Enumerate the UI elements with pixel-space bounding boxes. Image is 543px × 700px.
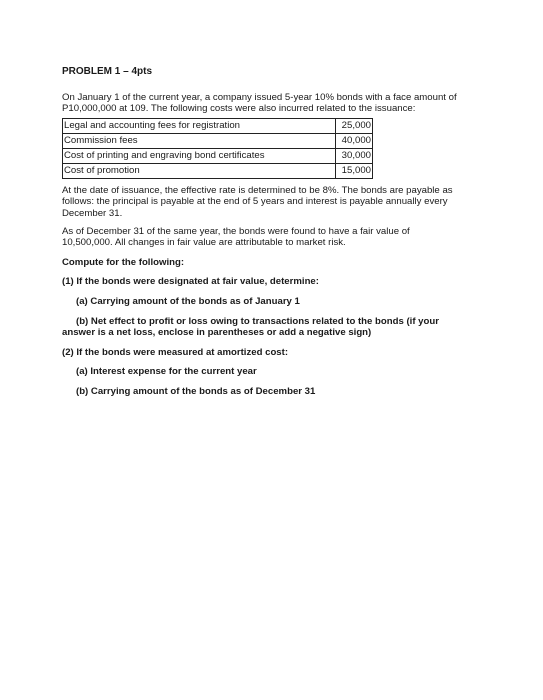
part2-item-b: (b) Carrying amount of the bonds as of December 31 — [76, 385, 316, 397]
effective-rate-paragraph: At the date of issuance, the effective rate is determined to be 8%. The bonds are payable as follows: the principal is payable at the end of 5 years and interest is payable annually every December 31. — [62, 184, 453, 219]
problem-title: PROBLEM 1 – 4pts — [62, 66, 153, 77]
cost-amount: 25,000 — [336, 118, 373, 133]
cost-label: Commission fees — [63, 133, 336, 148]
part1-item-b: (b) Net effect to profit or loss owing to transactions related to the bonds (if your answer is a net loss, enclose in parentheses or add a negative sign) — [62, 315, 439, 339]
table-row — [63, 163, 373, 178]
cost-amount: 15,000 — [336, 163, 373, 178]
cost-amount: 30,000 — [336, 148, 373, 163]
table-row — [63, 133, 373, 148]
part1-heading: (1) If the bonds were designated at fair value, determine: — [62, 276, 319, 288]
part1-item-a: (a) Carrying amount of the bonds as of January 1 — [76, 295, 300, 307]
fair-value-paragraph: As of December 31 of the same year, the bonds were found to have a fair value of 10,500,000. All changes in fair value are attributable to market risk. — [62, 225, 410, 249]
cost-amount: 40,000 — [336, 133, 373, 148]
part2-heading: (2) If the bonds were measured at amortized cost: — [62, 346, 289, 358]
issuance-costs-table — [62, 118, 373, 179]
cost-label: Cost of promotion — [63, 163, 336, 178]
table-row — [63, 148, 373, 163]
part2-item-a: (a) Interest expense for the current year — [76, 366, 257, 378]
compute-heading: Compute for the following: — [62, 256, 185, 268]
cost-label: Legal and accounting fees for registration — [63, 118, 336, 133]
problem-intro: On January 1 of the current year, a company issued 5-year 10% bonds with a face amount of P10,000,000 at 109. The following costs were also incurred related to the issuance: — [62, 91, 457, 115]
table-row — [63, 118, 373, 133]
cost-label: Cost of printing and engraving bond certificates — [63, 148, 336, 163]
